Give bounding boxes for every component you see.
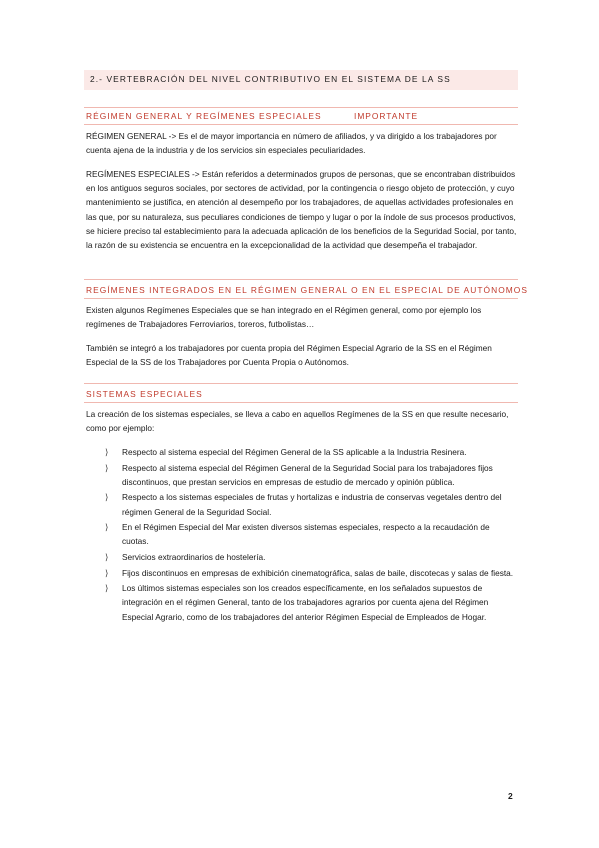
list-item-text: Fijos discontinuos en empresas de exhibición cinematográfica, salas de baile, discotecas y salas de fiesta.	[122, 567, 514, 578]
divider	[84, 107, 518, 108]
paragraph-text: También se integró a los trabajadores por cuenta propia del Régimen Especial Agrario de la SS en el Régimen Especial de la SS de los Trabajadores por Cuenta Propia o Autónomos.	[86, 343, 492, 368]
divider	[84, 279, 518, 280]
paragraph-integrados	[86, 303, 518, 331]
bullet-arrow-icon: ⟩	[105, 447, 109, 457]
bullet-arrow-icon: ⟩	[105, 567, 109, 578]
important-tag: IMPORTANTE	[354, 111, 419, 121]
paragraph-agrario	[86, 341, 518, 369]
list-item-text: Respecto al sistema especial del Régimen General de la Seguridad Social para los trabajadores fijos discontinuos, que prestan servicios en empresas de estudio de mercado y opinión pública.	[122, 462, 493, 487]
list-item	[86, 461, 518, 489]
bullet-arrow-icon: ⟩	[105, 462, 109, 473]
page-title: 2.- VERTEBRACIÓN DEL NIVEL CONTRIBUTIVO EN EL SISTEMA DE LA SS	[90, 74, 451, 84]
bullet-arrow-icon: ⟩	[105, 583, 109, 594]
list-item	[86, 566, 518, 580]
list-item-text: Servicios extraordinarios de hostelería.	[122, 551, 266, 562]
divider	[84, 383, 518, 384]
paragraph-regimenes-especiales	[86, 167, 518, 252]
bullet-arrow-icon: ⟩	[105, 551, 109, 562]
paragraph-sistemas-intro	[86, 407, 518, 435]
paragraph-text: RÉGIMEN GENERAL -> Es el de mayor importancia en número de afiliados, y va dirigido a los trabajadores por cuenta ajena de la industria y de los servicios sin especiales peculiaridades.	[86, 131, 497, 156]
divider	[84, 298, 518, 299]
paragraph-text: Existen algunos Regímenes Especiales que se han integrado en el Régimen general, como por ejemplo los regímenes de Trabajadores Ferroviarios, toreros, futbolistas…	[86, 305, 482, 330]
bullet-arrow-icon: ⟩	[105, 492, 109, 503]
sistemas-especiales-list	[86, 445, 518, 625]
paragraph-text: La creación de los sistemas especiales, se lleva a cabo en aquellos Regímenes de la SS en que resulte necesario, como por ejemplo:	[86, 409, 509, 434]
list-item-text: Respecto al sistema especial del Régimen General de la SS aplicable a la Industria Resinera.	[122, 447, 467, 457]
list-item	[86, 520, 518, 548]
bullet-arrow-icon: ⟩	[105, 522, 109, 533]
paragraph-text: REGÍMENES ESPECIALES -> Están referidos a determinados grupos de personas, que se encontraban distribuidos en los antiguos seguros sociales, por sectores de actividad, por la contingencia o riesgo objeto de protección, y cuyo mantenimiento se justifica, en atención al desempeño por los trabajadores, de aquellas actividades profesionales en las que, por su naturaleza, sus peculiares condiciones de tiempo y lugar o por la índole de sus procesos productivos, se hiciere preciso tal establecimiento para la adecuada aplicación de los beneficios de la Seguridad Social, por tanto, la razón de su existencia se encuentra en la excepcionalidad de la actividad que desempeña el trabajador.	[86, 169, 517, 251]
list-item	[86, 490, 518, 518]
list-item-text: Respecto a los sistemas especiales de frutas y hortalizas e industria de conservas vegetales dentro del régimen General de la Seguridad Social.	[122, 492, 502, 517]
paragraph-regimen-general	[86, 129, 518, 157]
divider	[84, 402, 518, 403]
section-heading-regimen-general	[86, 111, 516, 121]
list-item	[86, 550, 518, 564]
page-number: 2	[508, 791, 513, 801]
divider	[84, 124, 518, 125]
list-item-text: Los últimos sistemas especiales son los creados específicamente, en los señalados supuestos de integración en el régimen General, tanto de los trabajadores agrarios por cuenta ajena del Régimen Especial Agrario, como de los trabajadores del anterior Régimen Especial de Empleados de Hogar.	[122, 583, 489, 622]
section-heading-regimenes-integrados: REGÍMENES INTEGRADOS EN EL RÉGIMEN GENERAL O EN EL ESPECIAL DE AUTÓNOMOS	[86, 285, 529, 295]
title-bar	[84, 70, 518, 90]
list-item	[86, 445, 518, 459]
section-heading-text: RÉGIMEN GENERAL Y REGÍMENES ESPECIALES	[86, 111, 322, 121]
list-item	[86, 581, 518, 624]
list-item-text: En el Régimen Especial del Mar existen diversos sistemas especiales, respecto a la recaudación de cuotas.	[122, 522, 490, 547]
section-heading-sistemas-especiales: SISTEMAS ESPECIALES	[86, 389, 203, 399]
